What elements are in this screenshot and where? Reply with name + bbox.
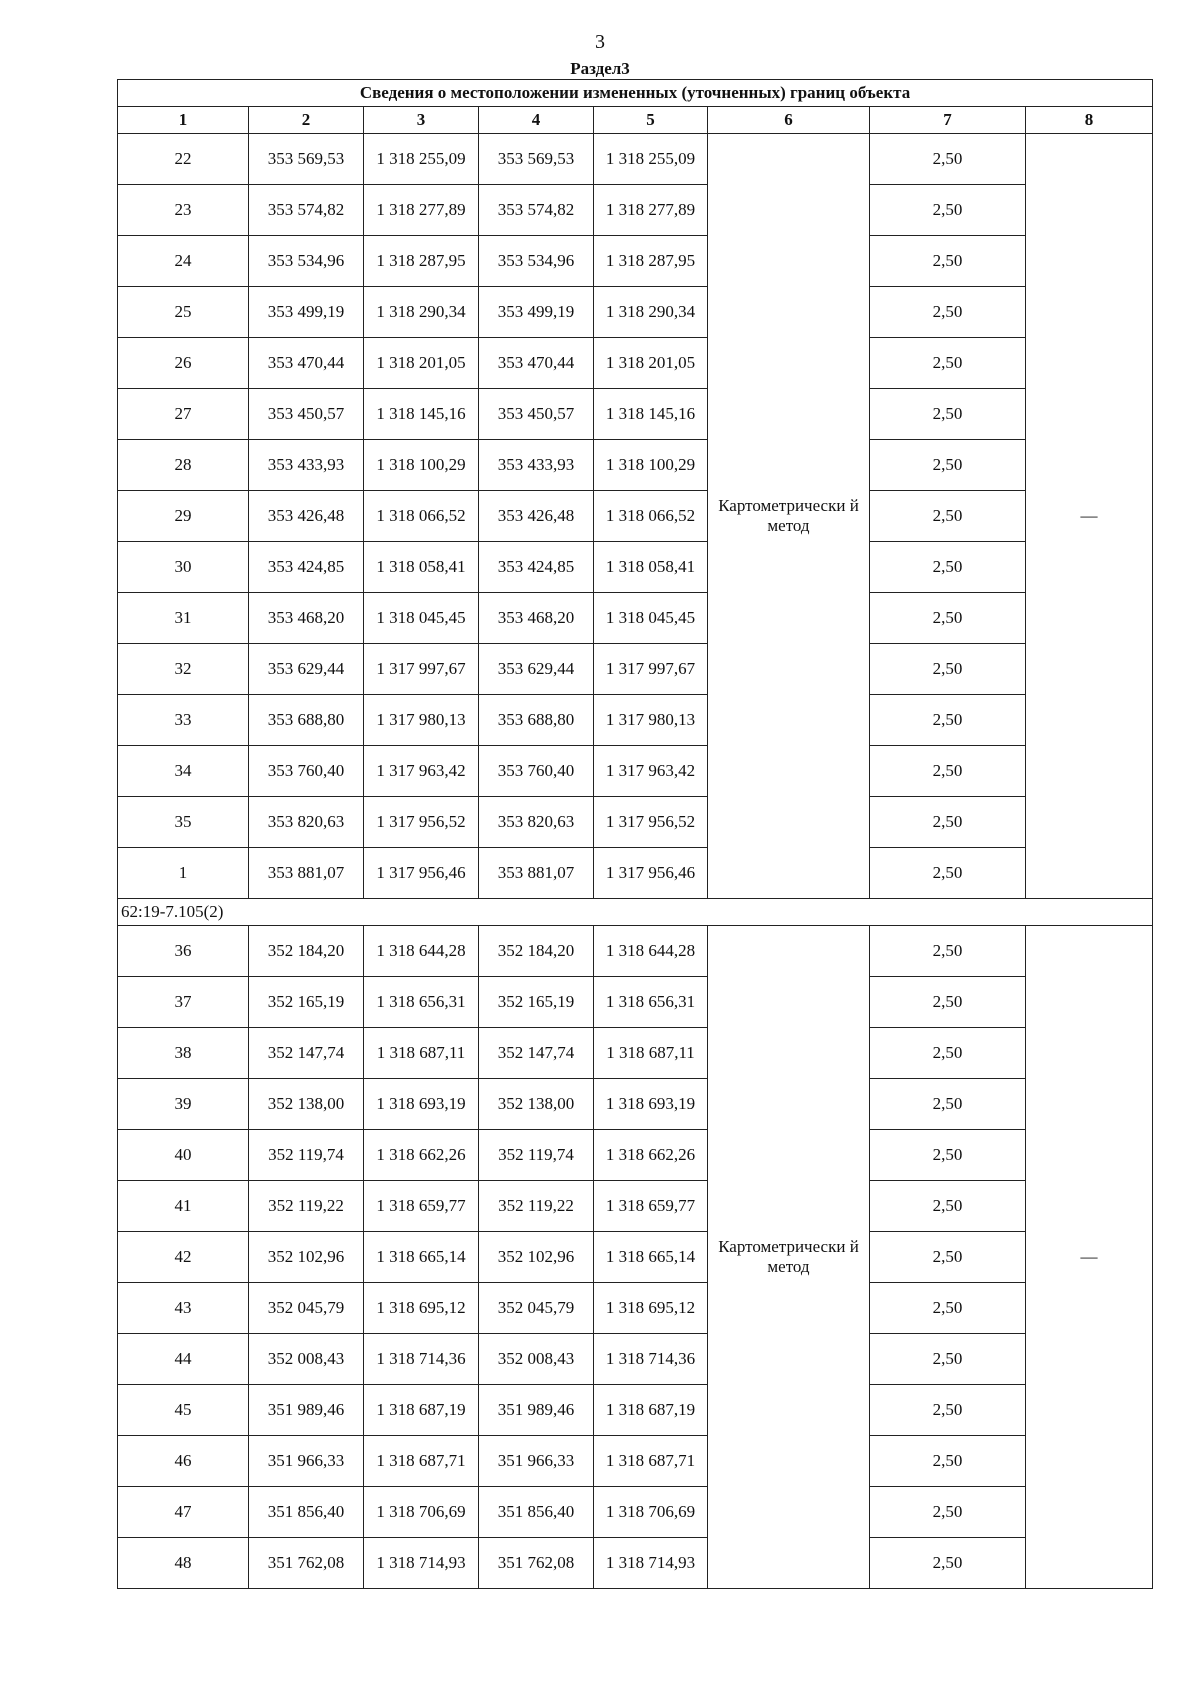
x-old-cell: 353 820,63 [249,797,364,848]
table-row [118,644,1153,695]
y-old-cell: 1 318 687,19 [364,1385,479,1436]
y-old-cell: 1 317 997,67 [364,644,479,695]
accuracy-cell: 2,50 [870,134,1026,185]
group-label-row [118,899,1153,926]
y-old-cell: 1 318 277,89 [364,185,479,236]
x-old-cell: 352 119,74 [249,1130,364,1181]
x-new-cell: 352 119,22 [479,1181,594,1232]
y-new-cell: 1 317 997,67 [594,644,708,695]
y-new-cell: 1 318 290,34 [594,287,708,338]
point-number-cell: 1 [118,848,249,899]
accuracy-cell: 2,50 [870,797,1026,848]
x-old-cell: 353 534,96 [249,236,364,287]
y-old-cell: 1 318 145,16 [364,389,479,440]
y-new-cell: 1 318 201,05 [594,338,708,389]
y-new-cell: 1 318 066,52 [594,491,708,542]
point-number-cell: 29 [118,491,249,542]
y-old-cell: 1 318 644,28 [364,926,479,977]
point-number-cell: 35 [118,797,249,848]
point-number-cell: 32 [118,644,249,695]
table-caption: Сведения о местоположении измененных (уточненных) границ объекта [118,80,1153,107]
method-cell: Картометрически й метод [708,134,870,899]
y-old-cell: 1 318 695,12 [364,1283,479,1334]
accuracy-cell: 2,50 [870,926,1026,977]
table-row [118,926,1153,977]
x-new-cell: 352 119,74 [479,1130,594,1181]
x-new-cell: 352 045,79 [479,1283,594,1334]
point-number-cell: 22 [118,134,249,185]
y-new-cell: 1 318 100,29 [594,440,708,491]
y-new-cell: 1 318 277,89 [594,185,708,236]
x-old-cell: 353 470,44 [249,338,364,389]
x-new-cell: 351 966,33 [479,1436,594,1487]
x-old-cell: 351 966,33 [249,1436,364,1487]
y-old-cell: 1 318 687,11 [364,1028,479,1079]
x-new-cell: 352 008,43 [479,1334,594,1385]
point-number-cell: 30 [118,542,249,593]
table-row [118,236,1153,287]
accuracy-cell: 2,50 [870,1283,1026,1334]
x-old-cell: 353 574,82 [249,185,364,236]
y-old-cell: 1 318 714,36 [364,1334,479,1385]
y-old-cell: 1 318 066,52 [364,491,479,542]
point-number-cell: 37 [118,977,249,1028]
accuracy-cell: 2,50 [870,338,1026,389]
y-old-cell: 1 318 058,41 [364,542,479,593]
y-old-cell: 1 318 687,71 [364,1436,479,1487]
point-number-cell: 26 [118,338,249,389]
x-new-cell: 353 424,85 [479,542,594,593]
y-new-cell: 1 318 706,69 [594,1487,708,1538]
y-new-cell: 1 318 659,77 [594,1181,708,1232]
table-row [118,695,1153,746]
y-old-cell: 1 318 100,29 [364,440,479,491]
x-new-cell: 353 426,48 [479,491,594,542]
x-old-cell: 352 165,19 [249,977,364,1028]
x-new-cell: 353 569,53 [479,134,594,185]
x-old-cell: 352 138,00 [249,1079,364,1130]
accuracy-cell: 2,50 [870,236,1026,287]
y-old-cell: 1 318 656,31 [364,977,479,1028]
y-new-cell: 1 318 665,14 [594,1232,708,1283]
column-number: 2 [249,107,364,134]
point-number-cell: 23 [118,185,249,236]
point-number-cell: 33 [118,695,249,746]
y-old-cell: 1 318 714,93 [364,1538,479,1589]
accuracy-cell: 2,50 [870,1130,1026,1181]
x-old-cell: 353 760,40 [249,746,364,797]
accuracy-cell: 2,50 [870,1385,1026,1436]
column-number: 6 [708,107,870,134]
table-row [118,1079,1153,1130]
table-row [118,746,1153,797]
x-new-cell: 353 499,19 [479,287,594,338]
y-new-cell: 1 318 714,36 [594,1334,708,1385]
x-old-cell: 353 426,48 [249,491,364,542]
y-old-cell: 1 317 956,52 [364,797,479,848]
x-new-cell: 353 534,96 [479,236,594,287]
x-old-cell: 351 762,08 [249,1538,364,1589]
x-old-cell: 352 147,74 [249,1028,364,1079]
accuracy-cell: 2,50 [870,287,1026,338]
table-row [118,593,1153,644]
table-row [118,542,1153,593]
x-old-cell: 352 119,22 [249,1181,364,1232]
column-number: 7 [870,107,1026,134]
x-new-cell: 353 820,63 [479,797,594,848]
y-old-cell: 1 318 706,69 [364,1487,479,1538]
y-old-cell: 1 317 963,42 [364,746,479,797]
point-number-cell: 44 [118,1334,249,1385]
accuracy-cell: 2,50 [870,1436,1026,1487]
y-new-cell: 1 318 714,93 [594,1538,708,1589]
y-new-cell: 1 317 956,52 [594,797,708,848]
y-new-cell: 1 318 662,26 [594,1130,708,1181]
table-row [118,440,1153,491]
point-number-cell: 42 [118,1232,249,1283]
table-row [118,797,1153,848]
column-number: 1 [118,107,249,134]
point-number-cell: 24 [118,236,249,287]
group-label: 62:19-7.105(2) [118,899,1153,926]
point-number-cell: 27 [118,389,249,440]
accuracy-cell: 2,50 [870,389,1026,440]
accuracy-cell: 2,50 [870,440,1026,491]
x-new-cell: 353 629,44 [479,644,594,695]
y-old-cell: 1 318 201,05 [364,338,479,389]
y-new-cell: 1 318 695,12 [594,1283,708,1334]
boundary-table [117,79,1153,1589]
accuracy-cell: 2,50 [870,593,1026,644]
table-row [118,1283,1153,1334]
y-new-cell: 1 318 693,19 [594,1079,708,1130]
x-old-cell: 353 881,07 [249,848,364,899]
accuracy-cell: 2,50 [870,1028,1026,1079]
y-new-cell: 1 318 687,19 [594,1385,708,1436]
x-new-cell: 352 165,19 [479,977,594,1028]
accuracy-cell: 2,50 [870,542,1026,593]
y-new-cell: 1 318 656,31 [594,977,708,1028]
x-old-cell: 352 184,20 [249,926,364,977]
point-number-cell: 46 [118,1436,249,1487]
x-old-cell: 353 688,80 [249,695,364,746]
y-old-cell: 1 318 290,34 [364,287,479,338]
x-old-cell: 353 499,19 [249,287,364,338]
x-old-cell: 353 450,57 [249,389,364,440]
column-number: 8 [1026,107,1153,134]
point-number-cell: 31 [118,593,249,644]
x-new-cell: 352 138,00 [479,1079,594,1130]
accuracy-cell: 2,50 [870,1334,1026,1385]
column-number: 3 [364,107,479,134]
accuracy-cell: 2,50 [870,848,1026,899]
accuracy-cell: 2,50 [870,185,1026,236]
accuracy-cell: 2,50 [870,491,1026,542]
column-number: 5 [594,107,708,134]
x-new-cell: 353 760,40 [479,746,594,797]
point-number-cell: 28 [118,440,249,491]
x-old-cell: 352 045,79 [249,1283,364,1334]
x-new-cell: 351 856,40 [479,1487,594,1538]
table-row [118,1385,1153,1436]
y-old-cell: 1 318 662,26 [364,1130,479,1181]
point-number-cell: 34 [118,746,249,797]
method-cell: Картометрически й метод [708,926,870,1589]
y-new-cell: 1 317 980,13 [594,695,708,746]
table-row [118,338,1153,389]
y-old-cell: 1 318 659,77 [364,1181,479,1232]
x-new-cell: 352 147,74 [479,1028,594,1079]
table-row [118,185,1153,236]
point-number-cell: 43 [118,1283,249,1334]
caption-row [118,80,1153,107]
y-old-cell: 1 318 287,95 [364,236,479,287]
y-new-cell: 1 318 058,41 [594,542,708,593]
table-row [118,1334,1153,1385]
point-number-cell: 47 [118,1487,249,1538]
x-old-cell: 351 856,40 [249,1487,364,1538]
accuracy-cell: 2,50 [870,1181,1026,1232]
description-cell: — [1026,134,1153,899]
x-new-cell: 352 102,96 [479,1232,594,1283]
accuracy-cell: 2,50 [870,695,1026,746]
x-new-cell: 353 470,44 [479,338,594,389]
x-old-cell: 353 424,85 [249,542,364,593]
x-new-cell: 351 762,08 [479,1538,594,1589]
table-row [118,491,1153,542]
point-number-cell: 40 [118,1130,249,1181]
accuracy-cell: 2,50 [870,1538,1026,1589]
y-new-cell: 1 318 255,09 [594,134,708,185]
y-new-cell: 1 318 145,16 [594,389,708,440]
column-number: 4 [479,107,594,134]
table-row [118,1130,1153,1181]
accuracy-cell: 2,50 [870,1079,1026,1130]
y-new-cell: 1 318 687,71 [594,1436,708,1487]
y-old-cell: 1 317 980,13 [364,695,479,746]
x-old-cell: 351 989,46 [249,1385,364,1436]
table-row [118,134,1153,185]
x-old-cell: 353 433,93 [249,440,364,491]
x-new-cell: 353 881,07 [479,848,594,899]
x-old-cell: 353 468,20 [249,593,364,644]
accuracy-cell: 2,50 [870,1232,1026,1283]
x-new-cell: 353 450,57 [479,389,594,440]
y-new-cell: 1 318 644,28 [594,926,708,977]
x-new-cell: 353 688,80 [479,695,594,746]
y-new-cell: 1 318 687,11 [594,1028,708,1079]
y-old-cell: 1 318 665,14 [364,1232,479,1283]
x-new-cell: 351 989,46 [479,1385,594,1436]
x-new-cell: 353 574,82 [479,185,594,236]
x-old-cell: 352 008,43 [249,1334,364,1385]
y-old-cell: 1 318 255,09 [364,134,479,185]
point-number-cell: 38 [118,1028,249,1079]
y-new-cell: 1 318 045,45 [594,593,708,644]
y-old-cell: 1 318 045,45 [364,593,479,644]
table-row [118,1436,1153,1487]
table-body [118,80,1153,1589]
x-old-cell: 353 569,53 [249,134,364,185]
y-new-cell: 1 318 287,95 [594,236,708,287]
description-cell: — [1026,926,1153,1589]
page-number: 3 [595,31,605,53]
table-row [118,1232,1153,1283]
table-row [118,1538,1153,1589]
accuracy-cell: 2,50 [870,746,1026,797]
point-number-cell: 25 [118,287,249,338]
point-number-cell: 39 [118,1079,249,1130]
y-old-cell: 1 318 693,19 [364,1079,479,1130]
table-row [118,1181,1153,1232]
point-number-cell: 41 [118,1181,249,1232]
table-row [118,848,1153,899]
section-title: Раздел3 [570,59,630,78]
table-row [118,1028,1153,1079]
table-row [118,287,1153,338]
column-number-row [118,107,1153,134]
y-new-cell: 1 317 963,42 [594,746,708,797]
accuracy-cell: 2,50 [870,644,1026,695]
x-old-cell: 353 629,44 [249,644,364,695]
table-row [118,1487,1153,1538]
point-number-cell: 36 [118,926,249,977]
y-old-cell: 1 317 956,46 [364,848,479,899]
table-row [118,389,1153,440]
point-number-cell: 48 [118,1538,249,1589]
x-new-cell: 352 184,20 [479,926,594,977]
accuracy-cell: 2,50 [870,977,1026,1028]
y-new-cell: 1 317 956,46 [594,848,708,899]
x-new-cell: 353 468,20 [479,593,594,644]
point-number-cell: 45 [118,1385,249,1436]
x-old-cell: 352 102,96 [249,1232,364,1283]
table-row [118,977,1153,1028]
x-new-cell: 353 433,93 [479,440,594,491]
accuracy-cell: 2,50 [870,1487,1026,1538]
